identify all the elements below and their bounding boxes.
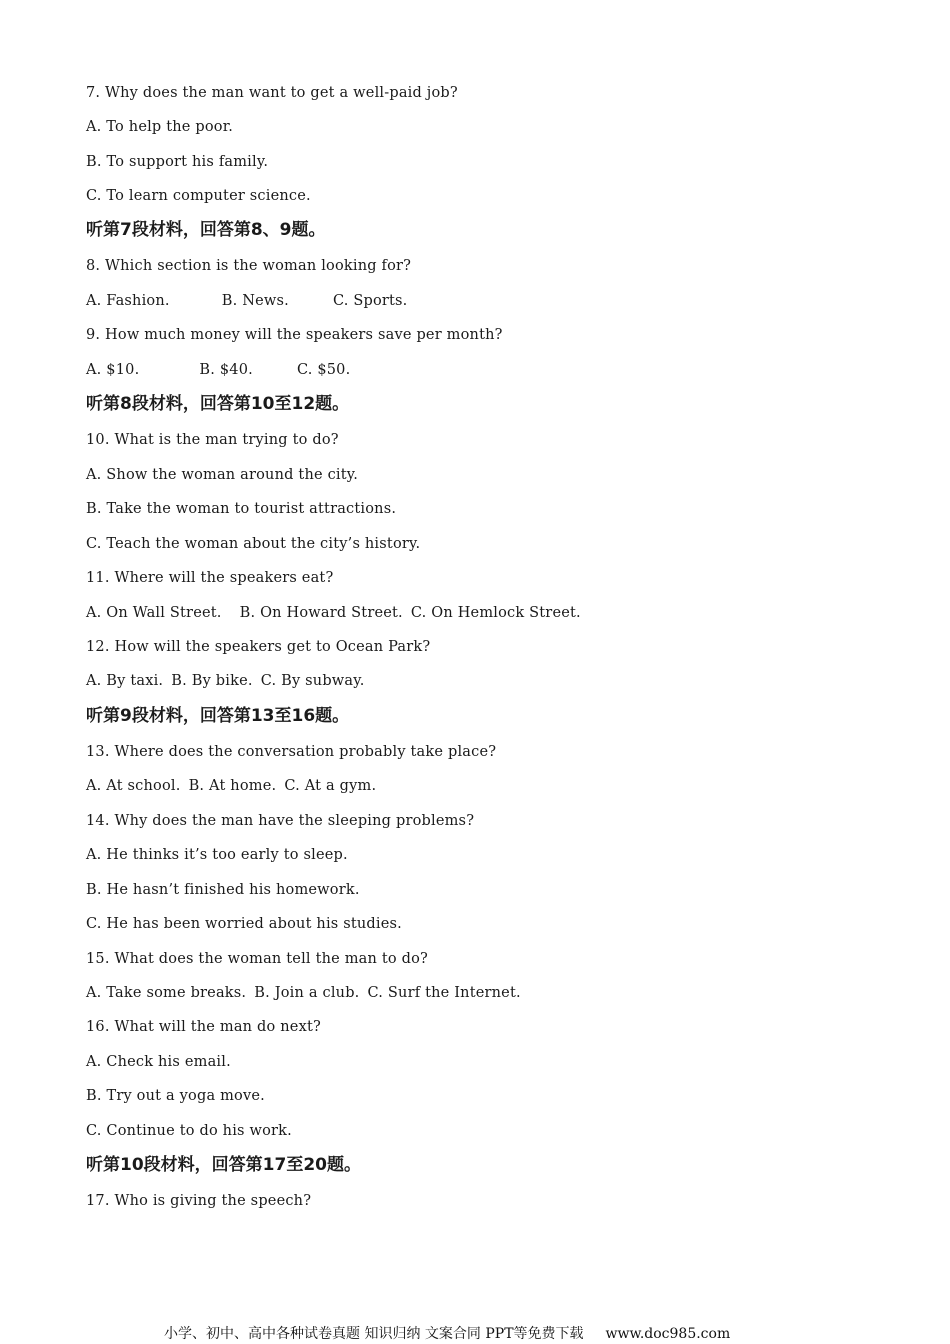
question-11-option-c: C. On Hemlock Street.	[410, 605, 581, 621]
question-15-option-c: C. Surf the Internet.	[367, 985, 521, 1001]
question-8: 8. Which section is the woman looking for?	[86, 258, 412, 274]
question-10-option-c: C. Teach the woman about the city’s history.	[86, 536, 421, 552]
question-13-options	[86, 776, 376, 796]
question-12-option-c: C. By subway.	[260, 673, 365, 689]
question-11-option-a: A. On Wall Street.	[86, 605, 222, 621]
question-11-option-b: B. On Howard Street.	[239, 605, 403, 621]
question-12-option-b: B. By bike.	[171, 673, 253, 689]
question-13-option-a: A. At school.	[86, 778, 181, 794]
question-12: 12. How will the speakers get to Ocean Park?	[86, 639, 431, 655]
section-heading-10: 听第10段材料，回答第17至20题。	[86, 1155, 361, 1175]
question-8-option-a: A. Fashion.	[86, 293, 170, 309]
question-11: 11. Where will the speakers eat?	[86, 570, 334, 586]
question-7-option-c: C. To learn computer science.	[86, 188, 311, 204]
question-13: 13. Where does the conversation probably take place?	[86, 744, 497, 760]
question-9-options	[86, 360, 350, 380]
question-9: 9. How much money will the speakers save per month?	[86, 327, 503, 343]
question-8-options	[86, 291, 408, 311]
question-14-option-a: A. He thinks it’s too early to sleep.	[86, 847, 348, 863]
question-16-option-b: B. Try out a yoga move.	[86, 1088, 265, 1104]
question-10-option-a: A. Show the woman around the city.	[86, 467, 359, 483]
question-9-option-c: C. $50.	[296, 362, 351, 378]
question-11-options	[86, 603, 581, 623]
question-7: 7. Why does the man want to get a well-paid job?	[86, 85, 458, 101]
question-9-option-b: B. $40.	[199, 362, 253, 378]
question-8-option-b: B. News.	[221, 293, 289, 309]
question-15-option-a: A. Take some breaks.	[86, 985, 247, 1001]
question-15: 15. What does the woman tell the man to do?	[86, 951, 429, 967]
question-14: 14. Why does the man have the sleeping problems?	[86, 813, 475, 829]
footer-text: 小学、初中、高中各种试卷真题 知识归纳 文案合同 PPT等免费下载	[164, 1326, 584, 1342]
question-12-options	[86, 671, 365, 691]
question-13-option-b: B. At home.	[188, 778, 277, 794]
section-heading-8: 听第8段材料，回答第10至12题。	[86, 394, 350, 414]
question-15-options	[86, 983, 521, 1003]
section-heading-9: 听第9段材料，回答第13至16题。	[86, 706, 350, 726]
question-12-option-a: A. By taxi.	[86, 673, 164, 689]
question-13-option-c: C. At a gym.	[284, 778, 377, 794]
question-16-option-c: C. Continue to do his work.	[86, 1123, 292, 1139]
question-7-option-a: A. To help the poor.	[86, 119, 234, 135]
section-heading-7: 听第7段材料，回答第8、9题。	[86, 220, 326, 240]
page-footer	[164, 1324, 730, 1344]
question-14-option-c: C. He has been worried about his studies.	[86, 916, 402, 932]
question-9-option-a: A. $10.	[86, 362, 140, 378]
question-15-option-b: B. Join a club.	[254, 985, 360, 1001]
footer-url[interactable]: www.doc985.com	[605, 1326, 731, 1342]
question-17: 17. Who is giving the speech?	[86, 1193, 312, 1209]
question-10-option-b: B. Take the woman to tourist attractions.	[86, 501, 397, 517]
question-16-option-a: A. Check his email.	[86, 1054, 231, 1070]
question-16: 16. What will the man do next?	[86, 1019, 321, 1035]
question-10: 10. What is the man trying to do?	[86, 432, 339, 448]
question-8-option-c: C. Sports.	[332, 293, 408, 309]
question-7-option-b: B. To support his family.	[86, 154, 269, 170]
question-14-option-b: B. He hasn’t finished his homework.	[86, 882, 360, 898]
